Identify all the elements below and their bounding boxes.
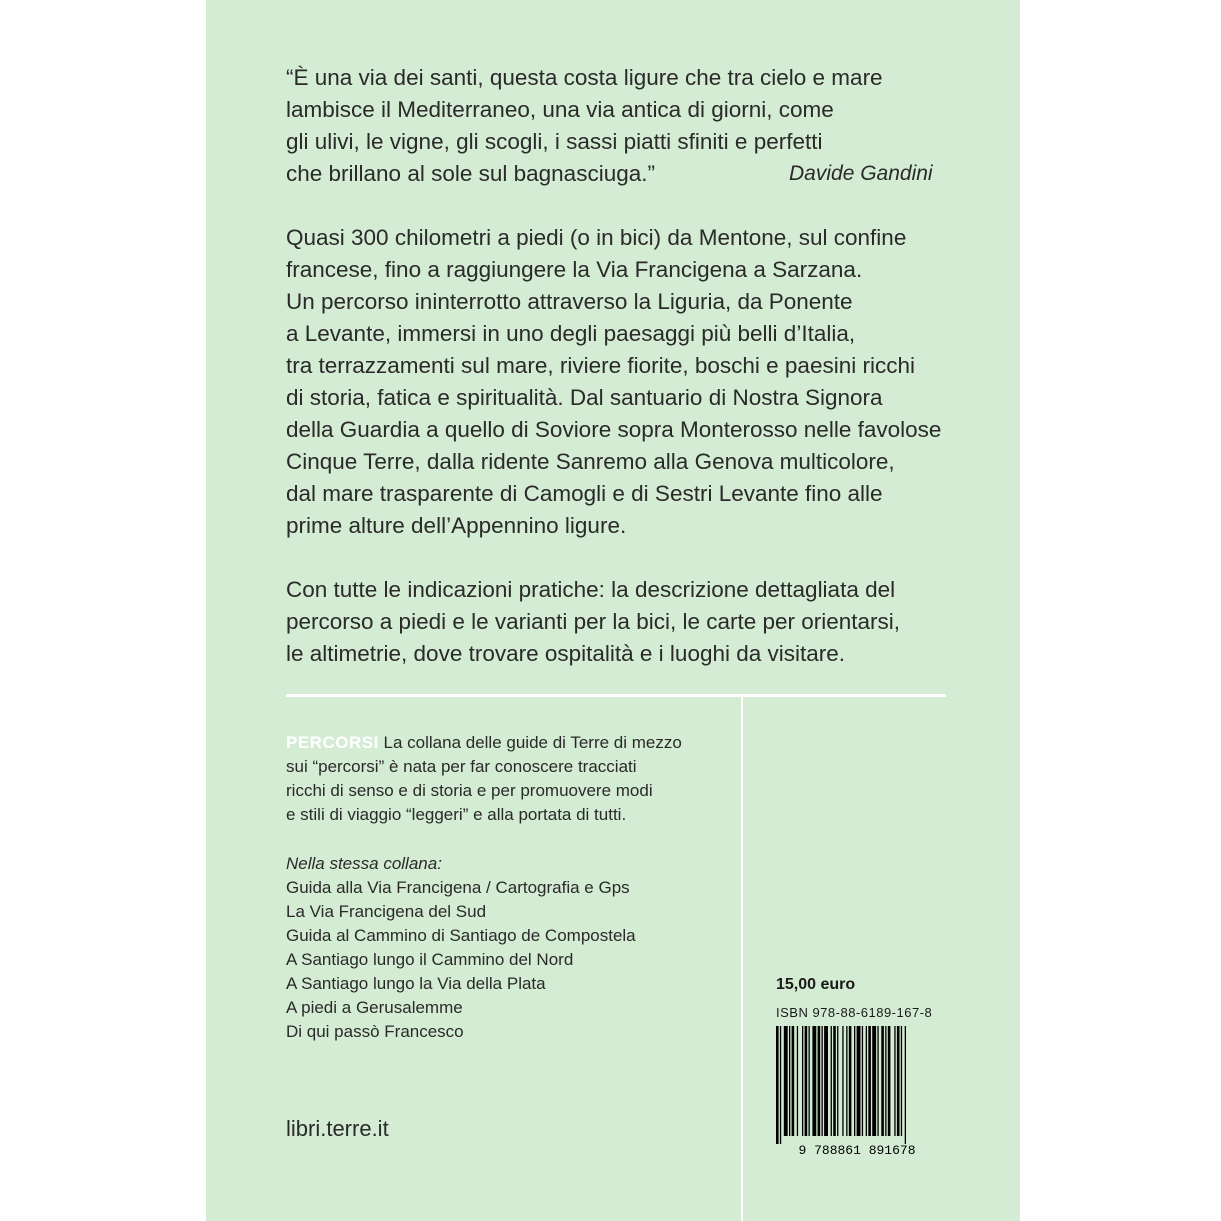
practical-line: le altimetrie, dove trovare ospitalità e i luoghi da visitare. [286, 641, 846, 666]
description-line: dal mare trasparente di Camogli e di Sestri Levante fino alle [286, 481, 883, 506]
quote-author: Davide Gandini [789, 162, 933, 185]
barcode-bar [809, 1026, 810, 1136]
series-title: A Santiago lungo la Via della Plata [286, 974, 546, 993]
series-intro-text: La collana delle guide di Terre di mezzo [378, 733, 682, 752]
barcode-bar [885, 1026, 886, 1136]
series-title: A Santiago lungo il Cammino del Nord [286, 950, 574, 969]
publisher-website: libri.terre.it [286, 1116, 389, 1141]
barcode-bar [833, 1026, 836, 1136]
practical-line: Con tutte le indicazioni pratiche: la descrizione dettagliata del [286, 577, 896, 602]
barcode-bar [842, 1026, 843, 1136]
description-line: Quasi 300 chilometri a piedi (o in bici) da Mentone, sul confine [286, 225, 907, 250]
description-line: Cinque Terre, dalla ridente Sanremo alla Genova multicolore, [286, 449, 895, 474]
series-title: Guida al Cammino di Santiago de Compostela [286, 926, 636, 945]
series-intro-line [286, 731, 682, 755]
barcode-bar [797, 1026, 798, 1136]
barcode-bar [784, 1026, 788, 1136]
practical-line: percorso a piedi e le varianti per la bici, le carte per orientarsi, [286, 609, 901, 634]
description-line: a Levante, immersi in uno degli paesaggi più belli d’Italia, [286, 321, 856, 346]
barcode-bar [862, 1026, 863, 1136]
barcode-bar [837, 1026, 838, 1136]
barcode-bar [776, 1026, 779, 1144]
series-title: Guida alla Via Francigena / Cartografia e Gps [286, 878, 630, 897]
barcode-bar [822, 1026, 823, 1136]
barcode [766, 1026, 948, 1156]
barcode-digits: 9 788861 891678 [798, 1143, 916, 1156]
series-title: La Via Francigena del Sud [286, 902, 487, 921]
barcode-bar [872, 1026, 876, 1136]
isbn: ISBN 978-88-6189-167-8 [776, 1005, 933, 1020]
barcode-bar [780, 1026, 781, 1144]
description-line: prime alture dell’Appennino ligure. [286, 513, 627, 538]
series-line: e stili di viaggio “leggeri” e alla portata di tutti. [286, 805, 627, 824]
price: 15,00 euro [776, 976, 856, 993]
barcode-bar [866, 1026, 867, 1136]
barcode-bar [831, 1026, 832, 1136]
series-label: PERCORSI [286, 733, 379, 752]
barcode-bar [824, 1026, 828, 1136]
quote-line: “È una via dei santi, questa costa ligure che tra cielo e mare [286, 65, 883, 90]
barcode-bar [857, 1026, 861, 1136]
series-line: sui “percorsi” è nata per far conoscere tracciati [286, 757, 637, 776]
barcode-bar [894, 1026, 895, 1136]
barcode-bar [802, 1026, 803, 1136]
barcode-bar [789, 1026, 790, 1136]
barcode-bar [905, 1026, 906, 1144]
quote-line: gli ulivi, le vigne, gli scogli, i sassi piatti sfiniti e perfetti [286, 129, 823, 154]
vertical-divider [741, 697, 743, 1221]
barcode-bar [881, 1026, 884, 1136]
barcode-bar [888, 1026, 891, 1136]
barcode-bar [792, 1026, 795, 1136]
barcode-bar [868, 1026, 871, 1136]
series-title: Di qui passò Francesco [286, 1022, 464, 1041]
barcode-bar [849, 1026, 852, 1136]
description-line: della Guardia a quello di Soviore sopra Monterosso nelle favolose [286, 417, 942, 442]
barcode-bar [854, 1026, 855, 1136]
description-line: Un percorso ininterrotto attraverso la Liguria, da Ponente [286, 289, 853, 314]
description-line: francese, fino a raggiungere la Via Francigena a Sarzana. [286, 257, 863, 282]
series-line: ricchi di senso e di storia e per promuovere modi [286, 781, 653, 800]
quote-line: che brillano al sole sul bagnasciuga.” [286, 161, 655, 186]
same-series-heading: Nella stessa collana: [286, 854, 442, 873]
barcode-bar [846, 1026, 847, 1136]
barcode-bar [812, 1026, 816, 1136]
barcode-bar [818, 1026, 821, 1136]
barcode-bar [877, 1026, 878, 1136]
horizontal-divider [286, 694, 946, 697]
barcode-bar [897, 1026, 900, 1136]
quote-line: lambisce il Mediterraneo, una via antica di giorni, come [286, 97, 834, 122]
description-line: di storia, fatica e spiritualità. Dal santuario di Nostra Signora [286, 385, 883, 410]
barcode-bar [805, 1026, 808, 1136]
description-line: tra terrazzamenti sul mare, riviere fiorite, boschi e paesini ricchi [286, 353, 915, 378]
barcode-bar [901, 1026, 902, 1136]
series-title: A piedi a Gerusalemme [286, 998, 463, 1017]
